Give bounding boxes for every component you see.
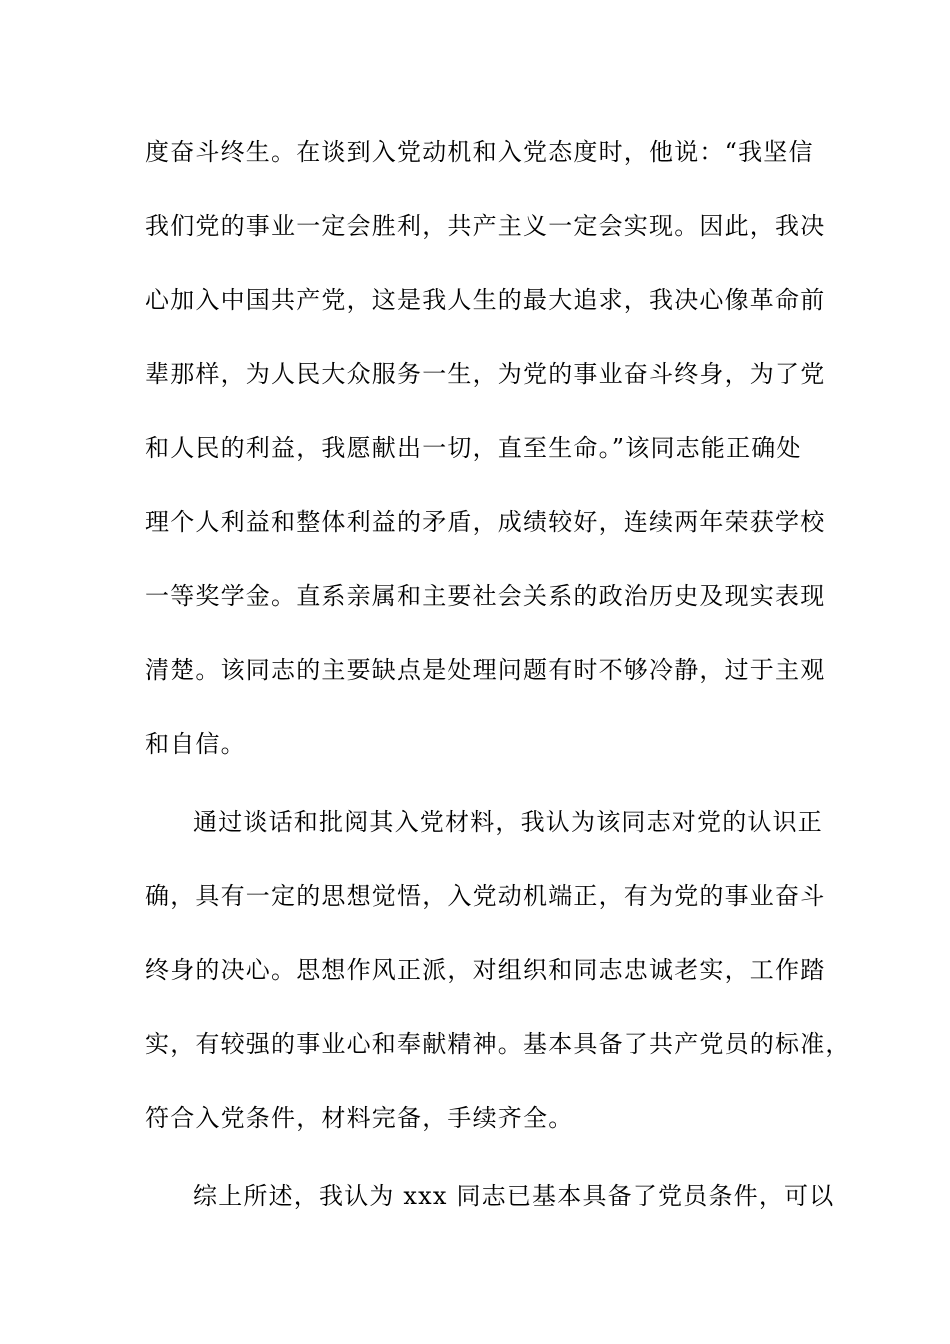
paragraph-line: 度奋斗终生。在谈到入党动机和入党态度时，他说：“我坚信 — [145, 138, 814, 166]
paragraph-line: 理个人利益和整体利益的矛盾，成绩较好，连续两年荣获学校 — [145, 508, 826, 536]
paragraph-line: 一等奖学金。直系亲属和主要社会关系的政治历史及现实表现 — [145, 582, 826, 610]
paragraph-line: 辈那样，为人民大众服务一生，为党的事业奋斗终身，为了党 — [145, 360, 826, 388]
paragraph-line: 和自信。 — [145, 730, 246, 758]
paragraph-line: 清楚。该同志的主要缺点是处理问题有时不够冷静，过于主观 — [145, 656, 826, 684]
paragraph-line: 心加入中国共产党，这是我人生的最大追求，我决心像革命前 — [145, 286, 826, 314]
paragraph-line: 我们党的事业一定会胜利，共产主义一定会实现。因此，我决 — [145, 212, 826, 240]
paragraph-line: 终身的决心。思想作风正派，对组织和同志忠诚老实，工作踏 — [145, 956, 826, 984]
paragraph-line: 通过谈话和批阅其入党材料，我认为该同志对党的认识正 — [193, 808, 823, 836]
paragraph-line: 综上所述，我认为 xxx 同志已基本具备了党员条件，可以 — [193, 1182, 835, 1210]
paragraph-line: 和人民的利益，我愿献出一切，直至生命。”该同志能正确处 — [145, 434, 802, 462]
paragraph-line: 符合入党条件，材料完备，手续齐全。 — [145, 1104, 574, 1132]
paragraph-line: 确，具有一定的思想觉悟，入党动机端正，有为党的事业奋斗 — [145, 882, 826, 910]
paragraph-line: 实，有较强的事业心和奉献精神。基本具备了共产党员的标准， — [145, 1030, 851, 1058]
